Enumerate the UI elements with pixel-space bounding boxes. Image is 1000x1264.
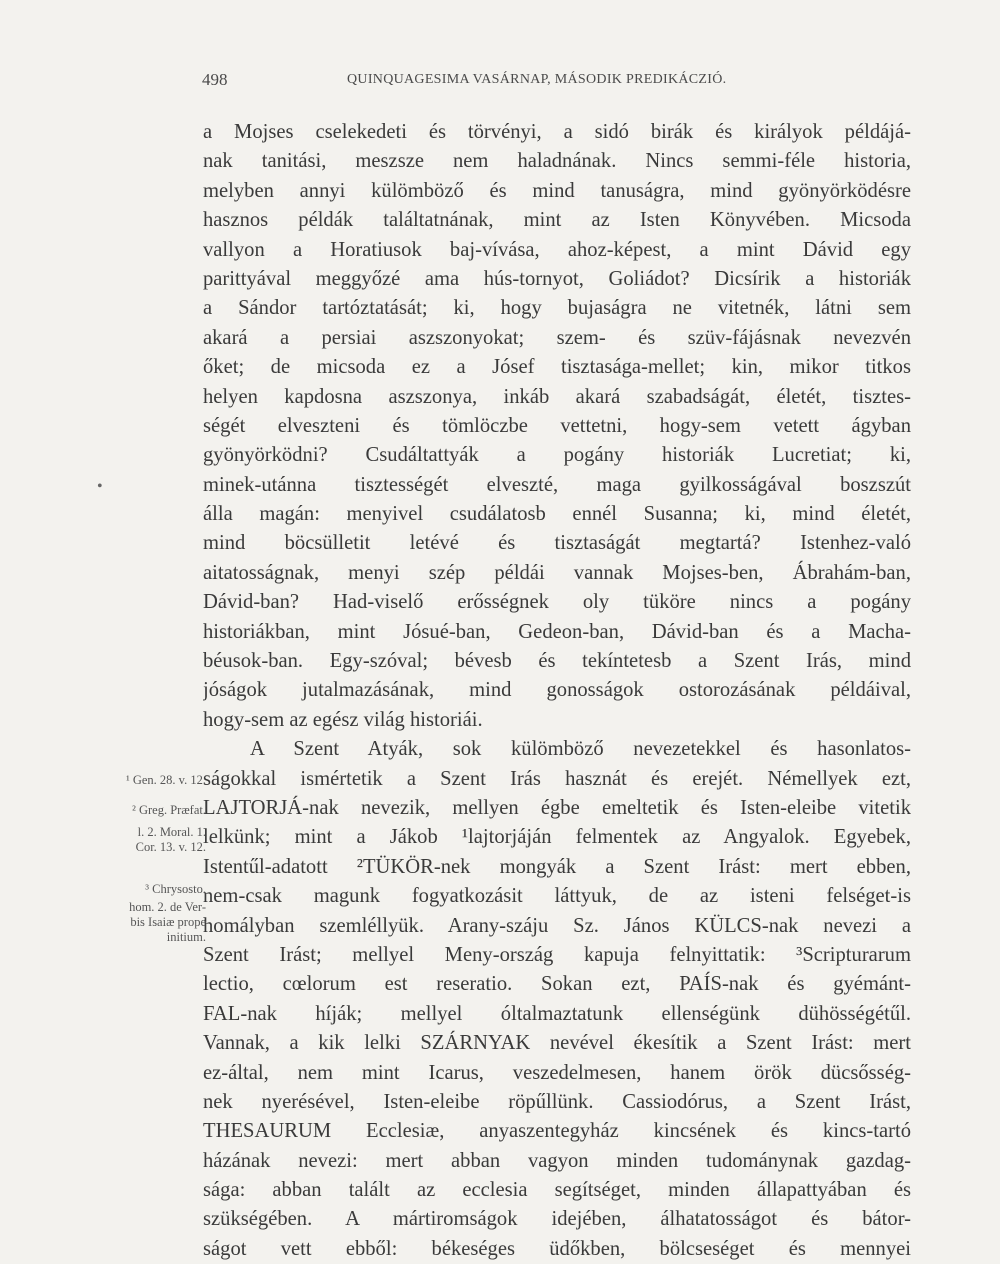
text-line: helyen kapdosna aszszonya, inkáb akará szabadságát, életét, tisztes-: [203, 385, 911, 408]
margin-note: ³ Chrysosto.: [145, 882, 206, 896]
text-line: melyben annyi külömböző és mind tanuságra, mind gyönyörködésre: [203, 179, 911, 202]
margin-note: hom. 2. de Ver-: [129, 900, 206, 914]
margin-note: ² Greg. Præfat.: [132, 803, 206, 817]
text-line: minek-utánna tisztességét elveszté, maga gyilkosságával boszszút: [203, 473, 911, 496]
page-number: 498: [202, 70, 228, 89]
text-line: őket; de micsoda ez a Jósef tisztasága-mellet; kin, mikor titkos: [203, 356, 911, 379]
text-line: sága: abban talált az ecclesia segítséget, minden állapattyában és: [203, 1179, 911, 1202]
margin-note: bis Isaiæ prope: [130, 915, 206, 929]
text-line: házának nevezi: mert abban vagyon minden tudománynak gazdag-: [203, 1149, 911, 1172]
text-line: a Sándor tartóztatását; ki, hogy bujaságra ne vitetnék, látni sem: [203, 297, 911, 320]
text-line: ságot vett ebből: békeséges üdőkben, bölcseséget és mennyei: [203, 1237, 911, 1260]
text-line: ez-által, nem mint Icarus, veszedelmesen, hanem örök dücsősség-: [203, 1061, 911, 1084]
text-line: nem-csak magunk fogyatkozásit láttyuk, de az isteni felséget-is: [203, 885, 911, 908]
text-line: LAJTORJÁ-nak nevezik, mellyen égbe emeltetik és Isten-eleibe vitetik: [203, 796, 911, 819]
body-text: [203, 118, 911, 1264]
text-line: historiákban, mint Jósué-ban, Gedeon-ban, Dávid-ban és a Macha-: [203, 620, 911, 643]
text-line: hasznos példák találtatnának, mint az Isten Könyvében. Micsoda: [203, 209, 911, 232]
text-line: THESAURUM Ecclesiæ, anyaszentegyház kincsének és kincs-tartó: [203, 1120, 911, 1143]
text-line: FAL-nak híják; mellyel óltalmaztatunk ellenségünk dühösségétűl.: [203, 1002, 911, 1025]
margin-note: l. 2. Moral. 1.: [137, 825, 206, 839]
page-header: [202, 70, 762, 94]
text-line: mind böcsülletit letévé és tisztaságát megtartá? Istenhez-való: [203, 532, 911, 555]
text-line: lectio, cœlorum est reseratio. Sokan ezt, PAÍS-nak és gyémánt-: [203, 973, 911, 996]
text-line: hogy-sem az egész világ historiái.: [203, 708, 483, 731]
text-line: aitatosságnak, menyi szép példái vannak Mojses-ben, Ábrahám-ban,: [203, 561, 911, 584]
text-line: akará a persiai aszszonyokat; szem- és szüv-fájásnak nevezvén: [203, 326, 911, 349]
margin-dot: •: [97, 478, 103, 495]
text-line: jóságok jutalmazásának, mind gonosságok ostorozásának példáival,: [203, 679, 911, 702]
text-line: A Szent Atyák, sok külömböző nevezetekkel és hasonlatos-: [250, 738, 911, 761]
text-line: Dávid-ban? Had-viselő erősségnek oly tüköre nincs a pogány: [203, 591, 911, 614]
text-line: álla magán: menyivel csudálatosb ennél Susanna; ki, mind életét,: [203, 503, 911, 526]
text-line: parittyával meggyőzé ama hús-tornyot, Goliádot? Dicsírik a historiák: [203, 267, 911, 290]
text-line: nak tanitási, meszsze nem haladnának. Nincs semmi-féle historia,: [203, 150, 911, 173]
margin-note: initium.: [166, 930, 206, 944]
running-head: QUINQUAGESIMA VASÁRNAP, MÁSODIK PREDIKÁCZIÓ.: [347, 72, 727, 87]
text-line: lelkünk; mint a Jákob ¹lajtorjáján felmentek az Angyalok. Egyebek,: [203, 826, 911, 849]
text-line: vallyon a Horatiusok baj-vívása, ahoz-képest, a mint Dávid egy: [203, 238, 911, 261]
margin-notes: [98, 770, 206, 945]
text-line: nek nyerésével, Isten-eleibe röpűllünk. Cassiodórus, a Szent Irást,: [203, 1090, 911, 1113]
text-line: Szent Irást; mellyel Meny-ország kapuja felnyittatik: ³Scripturarum: [203, 943, 911, 966]
text-line: szükségében. A mártiromságok idejében, álhatatosságot és bátor-: [203, 1208, 911, 1231]
text-line: ségét elveszteni és tömlöczbe vettetni, hogy-sem vetett ágyban: [203, 414, 911, 437]
text-line: homályban szemléllyük. Arany-száju Sz. János KÜLCS-nak nevezi a: [203, 914, 911, 937]
text-line: Istentűl-adatott ²TÜKÖR-nek mongyák a Szent Irást: mert ebben,: [203, 855, 911, 878]
text-line: Vannak, a kik lelki SZÁRNYAK nevével ékesítik a Szent Irást: mert: [203, 1032, 911, 1055]
text-line: a Mojses cselekedeti és törvényi, a sidó birák és királyok példájá-: [203, 121, 911, 143]
margin-note: Cor. 13. v. 12.: [135, 840, 206, 854]
text-line: gyönyörködni? Csudáltattyák a pogány historiák Lucretiat; ki,: [203, 444, 911, 467]
text-line: béusok-ban. Egy-szóval; bévesb és tekíntetesb a Szent Irás, mind: [203, 650, 911, 673]
text-line: ságokkal ismértetik a Szent Irás hasznát és erejét. Némellyek ezt,: [203, 767, 911, 790]
margin-note: ¹ Gen. 28. v. 12.: [125, 773, 206, 787]
